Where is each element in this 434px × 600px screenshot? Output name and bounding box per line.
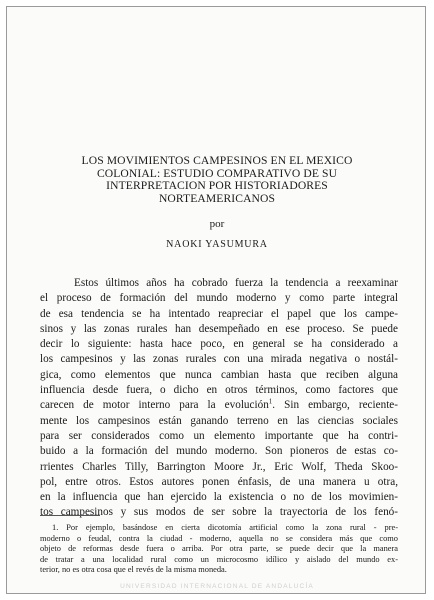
footnote-line: 1. Por ejemplo, basándose en cierta dicotomía artificial como la zona rural - pre-: [52, 523, 398, 532]
footnote: [40, 523, 398, 576]
body-line: gica, como elementos que nunca cambian hasta que reciben alguna: [40, 368, 398, 381]
footnote-line: objeto de reformas desde fuera o arriba. Por otra parte, se puede decir que la manera: [40, 544, 398, 554]
body-line: Estos últimos años ha cobrado fuerza la tendencia a reexaminar: [74, 277, 398, 289]
body-line: de esa tendencia se ha intentado reapreciar el papel que los campe-: [40, 307, 398, 320]
body-line: rrientes Charles Tilly, Barrington Moore Jr., Eric Wolf, Theda Skoo-: [40, 460, 398, 473]
body-paragraph: [40, 276, 398, 521]
body-line-text: . Sin embargo, reciente-: [272, 399, 398, 412]
body-line: buido a la formación del mundo moderno. Son pioneros de estas co-: [40, 445, 398, 458]
byline: por: [209, 218, 225, 230]
footnote-line: terior, no es otra cosa que el revés de la misma moneda.: [40, 565, 227, 575]
body-line: los campesinos y las zonas rurales con una mirada negativa o nostál-: [40, 353, 398, 366]
body-line-text: carecen de motor interno para la evolución: [40, 399, 269, 412]
document-page: [6, 6, 426, 594]
footnote-line: moderno o feudal, contra la ciudad - moderno, aquella no se considera más que como: [40, 533, 398, 543]
body-line: en la influencia que han ejercido la existencia o no de los movimien-: [40, 491, 398, 504]
body-line: [40, 398, 398, 413]
title-line: COLONIAL: ESTUDIO COMPARATIVO DE SU: [96, 166, 338, 180]
author-name: NAOKI YASUMURA: [166, 239, 268, 250]
footnote-reference[interactable]: 1: [268, 397, 273, 406]
body-line: pol, entre otros. Estos autores ponen énfasis, de una manera u otra,: [40, 475, 398, 488]
title-line: INTERPRETACION POR HISTORIADORES: [106, 179, 328, 192]
title-line: NORTEAMERICANOS: [158, 191, 276, 205]
footnote-divider: [40, 515, 100, 516]
body-line: tos campesinos y sus modos de ser sobre la trayectoria de los fenó-: [40, 506, 398, 519]
body-line: influencia desde fuera, o dicho en otros términos, como factores que: [40, 384, 398, 397]
footnote-line: de tratar a una localidad rural como un microcosmo idílico y aislado del mundo ex-: [40, 554, 398, 564]
body-line: mente los campesinos están ganando terreno en las ciencias sociales: [40, 414, 398, 427]
body-line: el proceso de formación del mundo moderno y como parte integral: [40, 292, 398, 305]
body-line: sinos y las zonas rurales han desempeñado en ese proceso. Se puede: [40, 322, 398, 335]
body-line: decir lo siguiente: hasta hace poco, en general se ha considerado a: [40, 338, 398, 351]
title-line: LOS MOVIMIENTOS CAMPESINOS EN EL MEXICO: [81, 154, 353, 167]
body-line: para ser considerados como un elemento importante que ha contri-: [40, 429, 398, 442]
article-title: [47, 155, 387, 205]
watermark: UNIVERSIDAD INTERNACIONAL DE ANDALUCÍA: [120, 583, 314, 590]
